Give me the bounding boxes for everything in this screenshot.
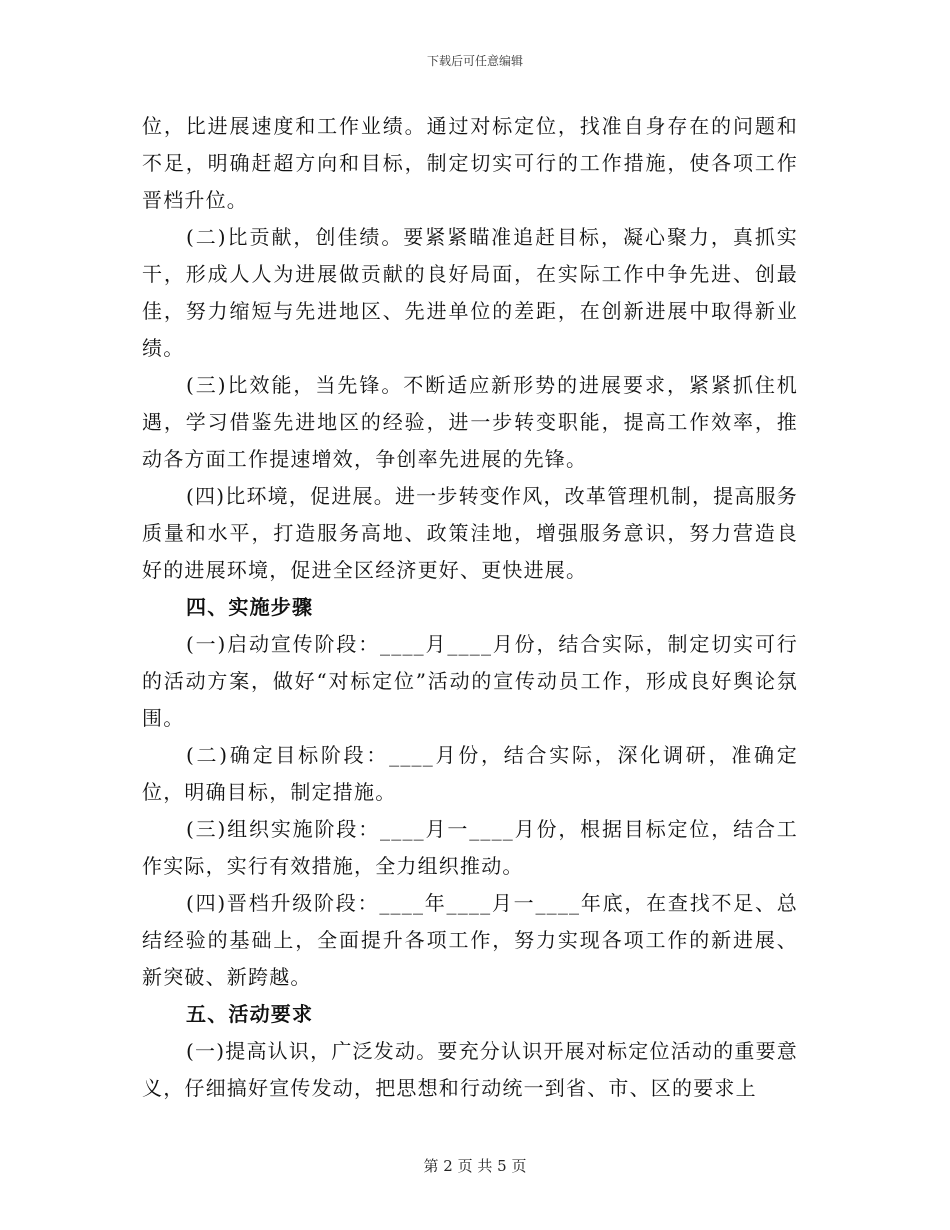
paragraph-4: (四)比环境，促进展。进一步转变作风，改革管理机制，提高服务质量和水平，打造服务高地、政策洼地，增强服务意识，努力营造良好的进展环境，促进全区经济更好、更快进展。 — [142, 484, 798, 582]
paragraph-9: (一)提高认识，广泛发动。要充分认识开展对标定位活动的重要意义，仔细搞好宣传发动，把思想和行动统一到省、市、区的要求上 — [142, 1039, 798, 1100]
section-heading-4: 四、实施步骤 — [186, 595, 314, 619]
page-header: 下载后可任意编辑 — [426, 54, 523, 68]
paragraph-2: (二)比贡献，创佳绩。要紧紧瞄准追赶目标，凝心聚力，真抓实干，形成人人为进展做贡献的良好局面，在实际工作中争先进、创最佳，努力缩短与先进地区、先进单位的差距，在创新进展中取得新业绩。 — [142, 225, 798, 360]
paragraph-1: 位，比进展速度和工作业绩。通过对标定位，找准自身存在的问题和不足，明确赶超方向和目标，制定切实可行的工作措施，使各项工作晋档升位。 — [142, 114, 798, 212]
page-number: 第 2 页 共 5 页 — [423, 1157, 527, 1175]
paragraph-3: (三)比效能，当先锋。不断适应新形势的进展要求，紧紧抓住机遇，学习借鉴先进地区的经验，进一步转变职能，提高工作效率，推动各方面工作提速增效，争创率先进展的先锋。 — [142, 373, 798, 471]
paragraph-6: (二)确定目标阶段：____月份，结合实际，深化调研，准确定位，明确目标，制定措施。 — [142, 743, 798, 804]
paragraph-5: (一)启动宣传阶段：____月____月份，结合实际，制定切实可行的活动方案，做好“对标定位”活动的宣传动员工作，形成良好舆论氛围。 — [142, 632, 798, 730]
paragraph-7: (三)组织实施阶段：____月一____月份，根据目标定位，结合工作实际，实行有效措施，全力组织推动。 — [142, 817, 798, 878]
paragraph-8: (四)晋档升级阶段：____年____月一____年底，在查找不足、总结经验的基础上，全面提升各项工作，努力实现各项工作的新进展、新突破、新跨越。 — [142, 891, 798, 989]
section-heading-5: 五、活动要求 — [186, 1002, 314, 1026]
document-body — [142, 108, 798, 1107]
